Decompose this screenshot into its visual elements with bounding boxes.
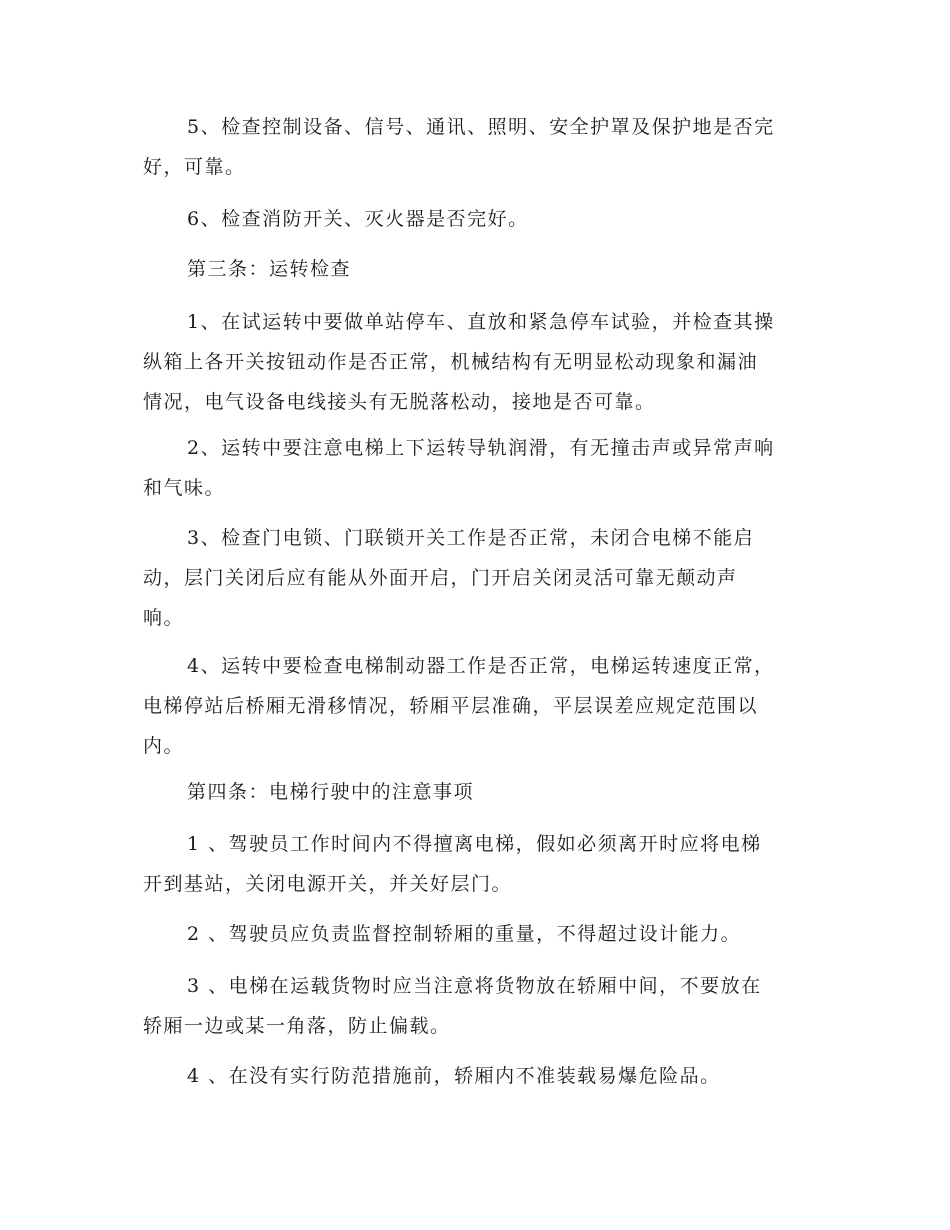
- paragraph-line: 响。: [143, 607, 185, 629]
- paragraph-article-3-item-2: [143, 428, 807, 508]
- paragraph-line: 3 、电梯在运载货物时应当注意将货物放在轿厢中间，不要放在: [187, 975, 762, 997]
- paragraph-article-3-item-1: [143, 302, 807, 422]
- paragraph-line: 动，层门关闭后应有能从外面开启，门开启关闭灵活可靠无颠动声: [143, 567, 738, 589]
- article-3-heading: [143, 249, 807, 289]
- paragraph-line: 4、运转中要检查电梯制动器工作是否正常，电梯运转速度正常，: [187, 655, 775, 677]
- paragraph-line: 情况，电气设备电线接头有无脱落松动，接地是否可靠。: [143, 391, 656, 413]
- paragraph-line: 好，可靠。: [143, 156, 246, 178]
- paragraph-article-4-item-2: [143, 914, 807, 954]
- paragraph-line: 内。: [143, 735, 185, 757]
- paragraph-line: 3、检查门电锁、门联锁开关工作是否正常，未闭合电梯不能启: [187, 527, 755, 549]
- paragraph-line: 开到基站，关闭电源开关，并关好层门。: [143, 873, 513, 895]
- section-heading: 第三条：运转检查: [187, 258, 352, 280]
- paragraph-article-4-item-3: [143, 966, 807, 1046]
- paragraph-article-3-item-3: [143, 518, 807, 638]
- paragraph-line: 1 、驾驶员工作时间内不得擅离电梯，假如必须离开时应将电梯: [187, 833, 762, 855]
- paragraph-line: 5、检查控制设备、信号、通讯、照明、安全护罩及保护地是否完: [187, 116, 775, 138]
- paragraph-article-4-item-1: [143, 824, 807, 904]
- paragraph-line: 2 、驾驶员应负责监督控制轿厢的重量，不得超过设计能力。: [187, 923, 742, 945]
- paragraph-line: 纵箱上各开关按钮动作是否正常，机械结构有无明显松动现象和漏油: [143, 351, 759, 373]
- paragraph-item-6: [143, 199, 807, 239]
- article-4-heading: [143, 772, 807, 812]
- section-heading: 第四条：电梯行驶中的注意事项: [187, 781, 475, 803]
- paragraph-line: 1、在试运转中要做单站停车、直放和紧急停车试验，并检查其操: [187, 311, 775, 333]
- paragraph-item-5: [143, 107, 807, 187]
- paragraph-article-3-item-4: [143, 646, 807, 766]
- paragraph-article-4-item-4: [143, 1056, 807, 1096]
- paragraph-line: 轿厢一边或某一角落，防止偏载。: [143, 1015, 451, 1037]
- paragraph-line: 6、检查消防开关、灭火器是否完好。: [187, 208, 529, 230]
- paragraph-line: 2、运转中要注意电梯上下运转导轨润滑，有无撞击声或异常声响: [187, 437, 775, 459]
- paragraph-line: 电梯停站后桥厢无滑移情况，轿厢平层准确，平层误差应规定范围以: [143, 695, 759, 717]
- paragraph-line: 和气味。: [143, 477, 226, 499]
- paragraph-line: 4 、在没有实行防范措施前，轿厢内不准装载易爆危险品。: [187, 1065, 721, 1087]
